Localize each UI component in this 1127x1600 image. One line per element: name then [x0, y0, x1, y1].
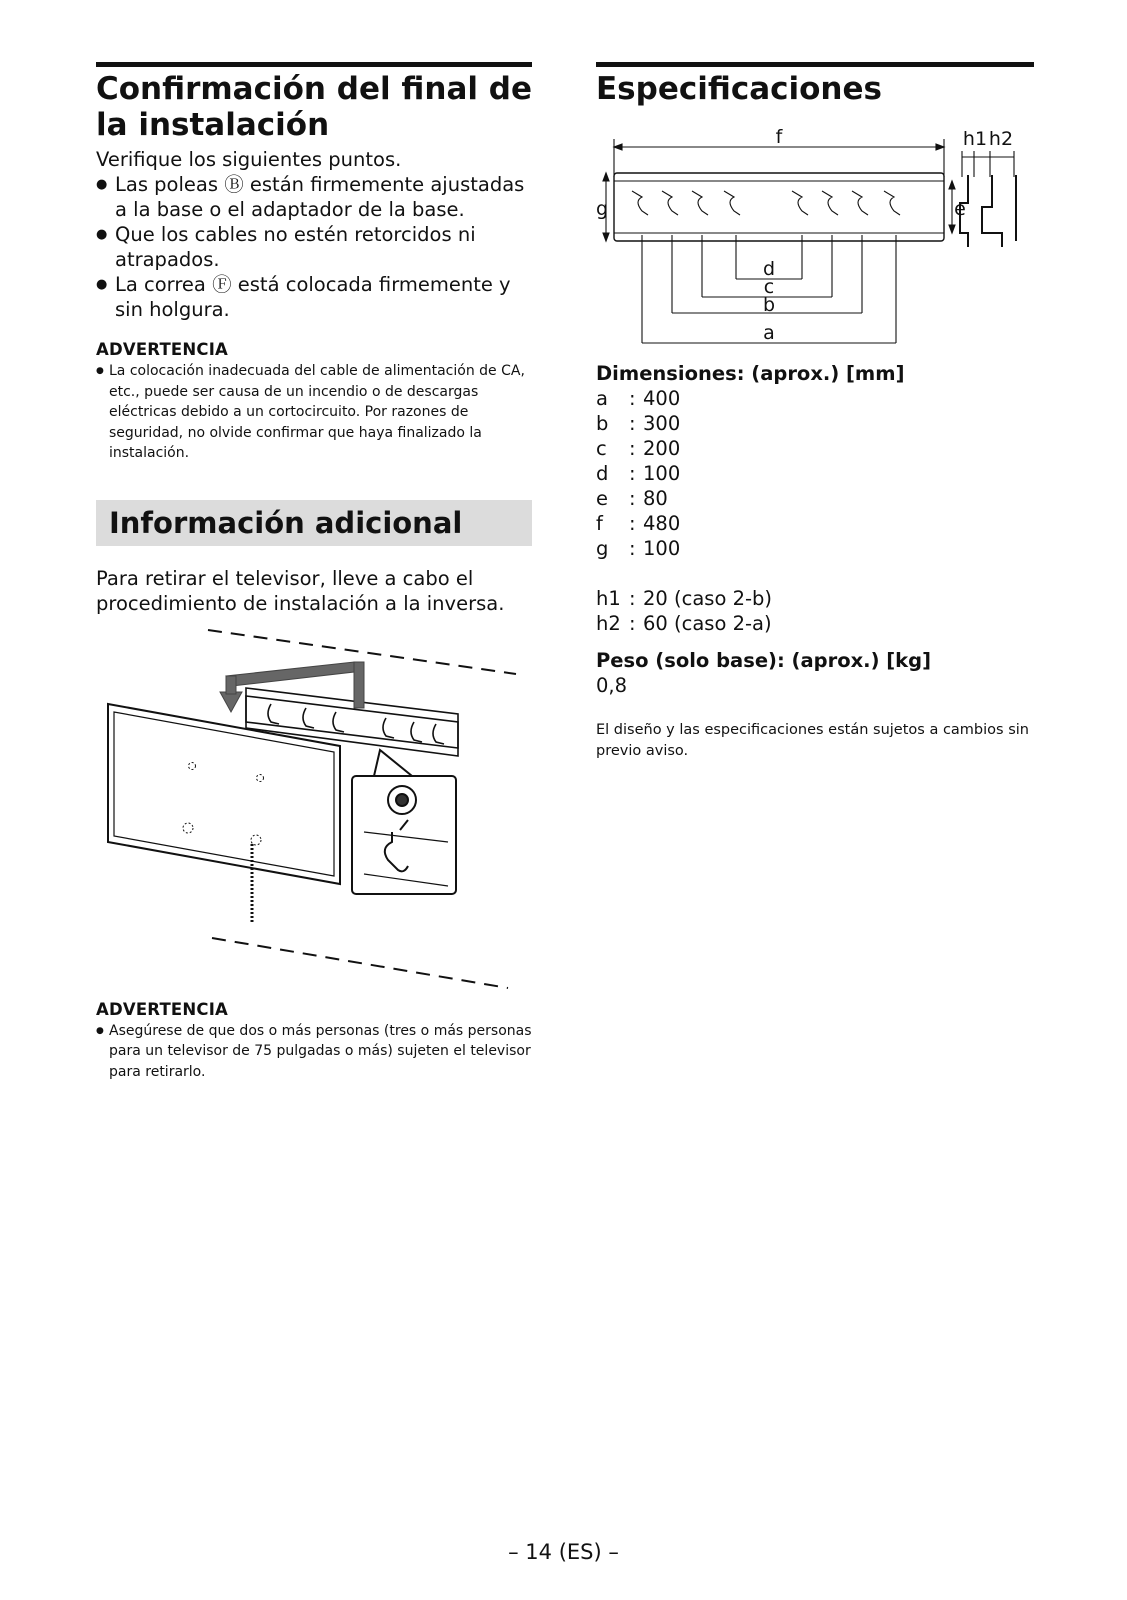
dimension-value: 480 — [643, 512, 681, 535]
warning-list — [96, 1021, 532, 1083]
check-item: ● La correa Ⓕ está colocada firmemente y sin holgura. — [96, 272, 532, 322]
dimension-separator: : — [629, 537, 636, 560]
warning-item: ● Asegúrese de que dos o más personas (tres o más personas para un televisor de 75 pulgadas o más) sujeten el televisor para retirarlo. — [96, 1021, 532, 1083]
dimension-separator: : — [629, 412, 636, 435]
section-title-specifications: Especificaciones — [596, 71, 882, 107]
dimension-key: d — [596, 462, 609, 485]
dimension-separator: : — [629, 587, 636, 610]
dimensions-table — [596, 386, 680, 561]
confirmation-intro: Verifique los siguientes puntos. — [96, 148, 402, 171]
right-column — [596, 62, 1034, 761]
dimensions-title: Dimensiones: (aprox.) [mm] — [596, 362, 905, 385]
dimension-separator: : — [629, 612, 636, 635]
dimension-row — [596, 586, 772, 611]
dimension-separator: : — [629, 437, 636, 460]
label-e: e — [954, 198, 966, 220]
warning-title: ADVERTENCIA — [96, 999, 229, 1019]
dimension-value: 100 — [643, 537, 681, 560]
dimension-key: h1 — [596, 587, 621, 610]
dimension-value: 100 — [643, 462, 681, 485]
pulley-detail-callout — [352, 750, 456, 894]
dimension-separator: : — [629, 387, 636, 410]
dimension-value: 20 (caso 2-b) — [643, 587, 773, 610]
dimension-separator: : — [629, 487, 636, 510]
dimension-row — [596, 611, 772, 636]
dimension-separator: : — [629, 512, 636, 535]
dimension-value: 300 — [643, 412, 681, 435]
spec-change-note: El diseño y las especificaciones están sujetos a cambios sin previo aviso. — [596, 722, 1029, 759]
label-g: g — [596, 198, 609, 220]
dimension-value: 200 — [643, 437, 681, 460]
weight-value: 0,8 — [596, 674, 628, 697]
check-list — [96, 172, 532, 322]
label-a: a — [763, 322, 775, 344]
dashed-guide-bottom — [212, 938, 508, 988]
check-item: ● Las poleas Ⓑ están firmemente ajustadas a la base o el adaptador de la base. — [96, 172, 532, 222]
side-profile — [960, 175, 1016, 247]
dimension-value: 60 (caso 2-a) — [643, 612, 772, 635]
check-item: ● Que los cables no estén retorcidos ni atrapados. — [96, 222, 532, 272]
section-rule — [596, 62, 1034, 67]
additional-info-intro: Para retirar el televisor, lleve a cabo el procedimiento de instalación a la inversa. — [96, 566, 505, 615]
label-h2: h2 — [988, 128, 1014, 150]
dimension-key: e — [596, 487, 608, 510]
dimension-row — [596, 486, 680, 511]
label-c: c — [763, 276, 775, 298]
left-column — [96, 62, 532, 1082]
hook-shapes — [632, 191, 900, 215]
dimension-row — [596, 436, 680, 461]
dimension-value: 400 — [643, 387, 681, 410]
dimension-row — [596, 411, 680, 436]
dimension-key: f — [596, 512, 603, 535]
tv-removal-illustration — [96, 616, 532, 996]
bracket-dimension-diagram — [596, 115, 1034, 347]
height-dimensions-table — [596, 586, 772, 636]
dimension-key: a — [596, 387, 608, 410]
dimension-key: g — [596, 537, 609, 560]
warning-list — [96, 361, 532, 464]
dimension-key: b — [596, 412, 609, 435]
warning-item: ● La colocación inadecuada del cable de alimentación de CA, etc., puede ser causa de un incendio o de descargas eléctricas debido a un cortocircuito. Por razones de seguridad, no olvide confirmar que haya finalizado la instalación. — [96, 361, 532, 464]
dimension-key: h2 — [596, 612, 621, 635]
section-title-additional-info: Información adicional — [96, 500, 532, 546]
tv-panel — [108, 704, 340, 924]
dimension-row — [596, 386, 680, 411]
dimension-value: 80 — [643, 487, 668, 510]
weight-title: Peso (solo base): (aprox.) [kg] — [596, 649, 932, 672]
dimension-row — [596, 511, 680, 536]
section-rule — [96, 62, 532, 67]
warning-title: ADVERTENCIA — [96, 340, 229, 359]
dimension-separator: : — [629, 462, 636, 485]
label-h1: h1 — [962, 128, 988, 150]
dimension-row — [596, 536, 680, 561]
label-d: d — [762, 258, 776, 280]
bracket-outline — [614, 173, 944, 241]
label-f: f — [775, 126, 783, 148]
section-title-confirmation: Confirmación del final de la instalación — [96, 71, 532, 143]
label-b: b — [762, 294, 776, 316]
page-number: – 14 (ES) – — [508, 1540, 619, 1564]
dimension-row — [596, 461, 680, 486]
dimension-key: c — [596, 437, 607, 460]
